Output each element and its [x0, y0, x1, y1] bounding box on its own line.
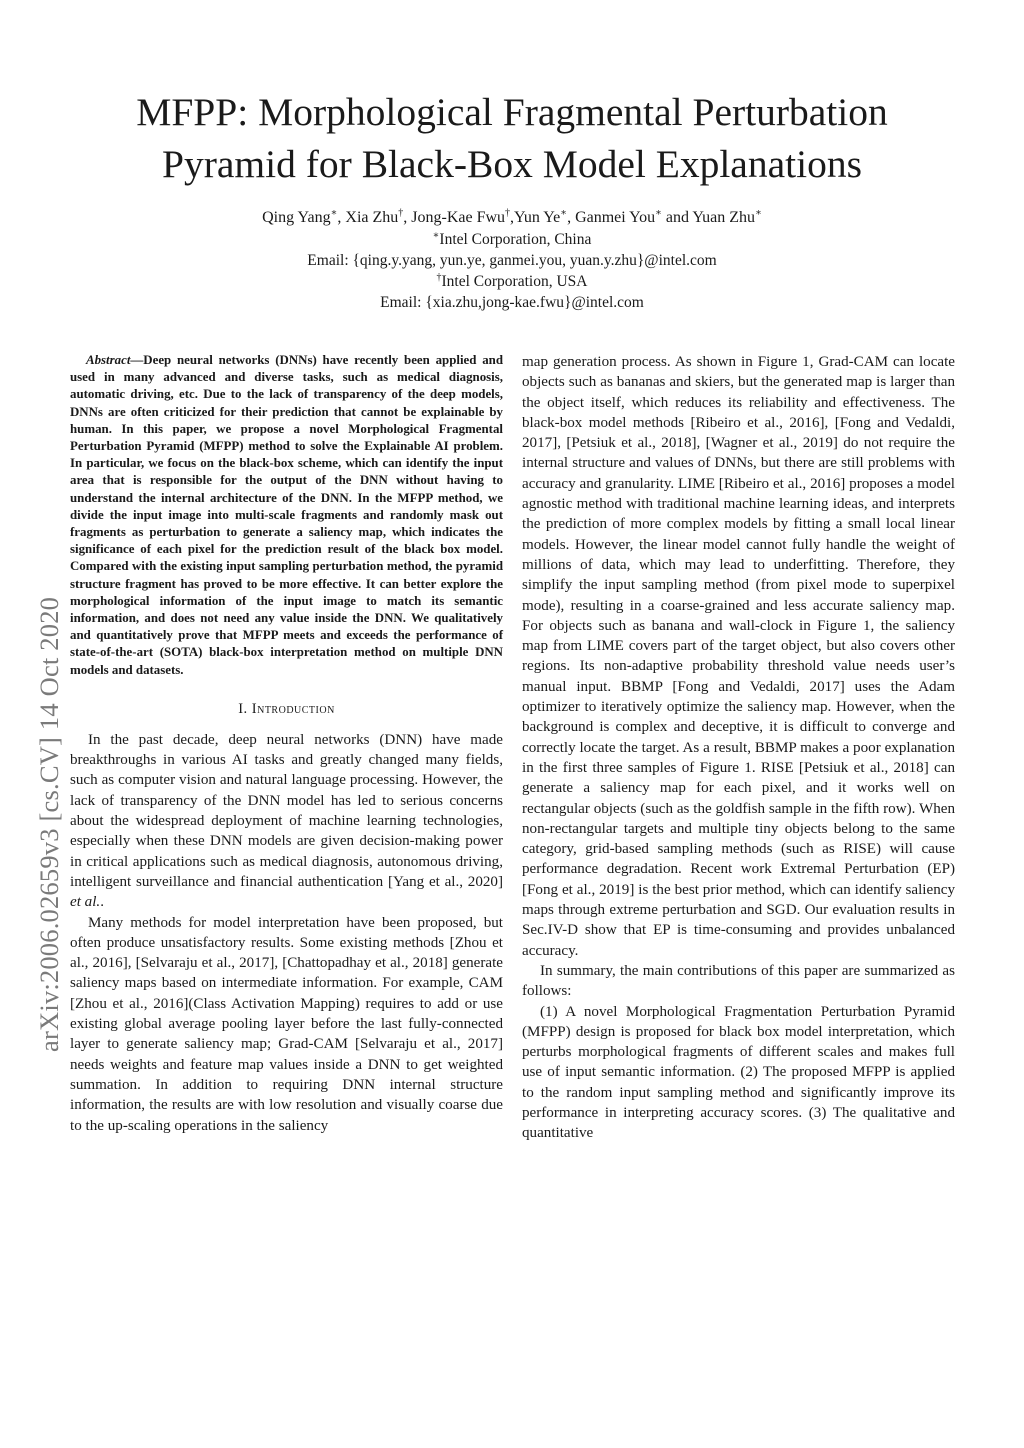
author-name: ,Yun Ye — [510, 209, 561, 226]
paragraph: Many methods for model interpretation have been proposed, but often produce unsatisfactory results. Some existing methods [Zhou et al., 2016], [Selvaraju et al., 2017], [Chattopadhay et al., 2018] generate saliency maps based on intermediate information. For example, CAM [Zhou et al., 2016](Class Activation Mapping) requires to add or use existing global average pooling layer before the last fully-connected layer to generate saliency map; Grad-CAM [Selvaraju et al., 2017] needs weights and feature map values inside a DNN to get weighted summation. In addition to requiring DNN internal structure information, the results are with low resolution and visually coarse due to the up-scaling operations in the saliency — [70, 914, 503, 1134]
email-usa: Email: {xia.zhu,jong-kae.fwu}@intel.com — [380, 294, 644, 311]
affiliation-china — [100, 229, 924, 250]
paragraph-text: . — [100, 894, 104, 911]
email-china: Email: {qing.y.yang, yun.ye, ganmei.you, yuan.y.zhu}@intel.com — [307, 252, 717, 269]
title-line-1: MFPP: Morphological Fragmental Perturbation — [136, 90, 888, 134]
affiliation-mark: ∗ — [655, 207, 662, 219]
author-name: , Xia Zhu — [337, 209, 399, 226]
paragraph-emphasis: et al. — [70, 894, 101, 911]
left-column — [70, 352, 503, 1136]
paragraph: In summary, the main contributions of this paper are summarized as follows: — [522, 962, 955, 1000]
abstract-text: —Deep neural networks (DNNs) have recently been applied and used in many advanced and diverse tasks, such as medical diagnosis, automatic driving, etc. Due to the lack of transparency of the deep models, DNNs are often criticized for their prediction that cannot be explainable by human. In this paper, we propose a novel Morphological Fragmental Perturbation Pyramid (MFPP) method to solve the Explainable AI problem. In particular, we focus on the black-box scheme, which can identify the input area that is responsible for the output of the DNN without having to understand the internal architecture of the DNN. In the MFPP method, we divide the input image into multi-scale fragments and randomly mask out fragments as perturbation to generate a saliency map, which indicates the significance of each pixel for the prediction result of the black box model. Compared with the existing input sampling perturbation method, the pyramid structure fragment has proved to be more effective. It can better explore the morphological information of the input image to match its semantic information, and does not need any value inside the DNN. We qualitatively and quantitatively prove that MFPP meets and exceeds the performance of state-of-the-art (SOTA) black-box interpretation method on multiple DNN models and datasets. — [70, 353, 503, 677]
author-block — [100, 207, 924, 313]
affiliation-mark: † — [505, 207, 511, 219]
title-line-2: Pyramid for Black-Box Model Explanations — [162, 142, 862, 186]
affiliation-mark: ∗ — [755, 207, 762, 219]
abstract-heading: Abstract — [86, 353, 131, 367]
author-list — [100, 207, 924, 229]
section-heading-introduction: I. Introduction — [238, 700, 335, 717]
paper-title — [60, 86, 964, 190]
author-name: , Jong-Kae Fwu — [403, 209, 506, 226]
arxiv-stamp: arXiv:2006.02659v3 [cs.CV] 14 Oct 2020 — [34, 596, 64, 1052]
author-name: and Yuan Zhu — [661, 209, 756, 226]
author-name: , Ganmei You — [567, 209, 656, 226]
affiliation-mark: † — [436, 271, 442, 283]
affiliation-mark: † — [398, 207, 404, 219]
affiliation-mark: ∗ — [432, 229, 440, 241]
author-name: Qing Yang — [262, 209, 331, 226]
affiliation-usa — [100, 271, 924, 292]
paragraph: (1) A novel Morphological Fragmentation Perturbation Pyramid (MFPP) design is proposed for black box model interpretation, which perturbs morphological fragments of different scales and makes full use of input semantic information. (2) The proposed MFPP is applied to the random input sampling method and significantly improve its performance in interpreting accuracy scores. (3) The qualitative and quantitative — [522, 1003, 955, 1142]
affiliation-text: Intel Corporation, USA — [441, 273, 588, 290]
affiliation-text: Intel Corporation, China — [439, 231, 592, 248]
affiliation-mark: ∗ — [560, 207, 568, 219]
abstract — [70, 352, 503, 679]
paragraph — [70, 730, 503, 913]
paragraph-text: In the past decade, deep neural networks (DNN) have made breakthroughs in various AI tasks and greatly changed many fields, such as computer vision and natural language processing. However, the lack of transparency of the DNN model has led to serious concerns about the widespread deployment of machine learning technologies, especially when these DNN models are given decision-making power in critical applications such as medical diagnosis, autonomous driving, intelligent surveillance and financial authentication [Yang et al., 2020] — [70, 731, 503, 890]
affiliation-mark: ∗ — [330, 207, 338, 219]
paragraph: map generation process. As shown in Figure 1, Grad-CAM can locate objects such as bananas and skiers, but the generated map is larger than the object itself, which reduces its reliability and effectiveness. The black-box model methods [Ribeiro et al., 2016], [Fong and Vedaldi, 2017], [Petsiuk et al., 2018], [Wagner et al., 2019] do not require the internal structure and values of DNNs, but there are still problems with accuracy and granularity. LIME [Ribeiro et al., 2016] proposes a model agnostic method with traditional machine learning ideas, and interprets the prediction of more complex models by fitting a small local linear models. However, the linear model cannot fully handle the weight of millions of data, which may lead to underfitting. Therefore, they simplify the input sampling method (from pixel mode to superpixel mode), resulting in a coarse-grained and less accurate saliency map. For objects such as banana and wall-clock in Figure 1, the saliency map from LIME covers part of the target object, but also covers other regions. Its non-adaptive probability threshold value needs user’s manual input. BBMP [Fong and Vedaldi, 2017] uses the Adam optimizer to iteratively optimize the saliency map. However, when the background is complex and deceptive, it is difficult to converge and correctly locate the target. As a result, BBMP makes a poor explanation in the first three samples of Figure 1. RISE [Petsiuk et al., 2018] can generate a saliency map for each pixel, and it works well on rectangular objects (such as the goldfish sample in the fifth row). When non-rectangular targets and multiple tiny objects belong to the same category, grid-based sampling methods (such as RISE) will cause performance degradation. Recent work Extremal Perturbation (EP) [Fong et al., 2019] is the best prior method, which can identify saliency maps through extreme perturbation and SGD. Our evaluation results in Sec.IV-D show that EP is time-consuming and provides unbalanced accuracy. — [522, 354, 955, 959]
right-column — [522, 352, 955, 1144]
